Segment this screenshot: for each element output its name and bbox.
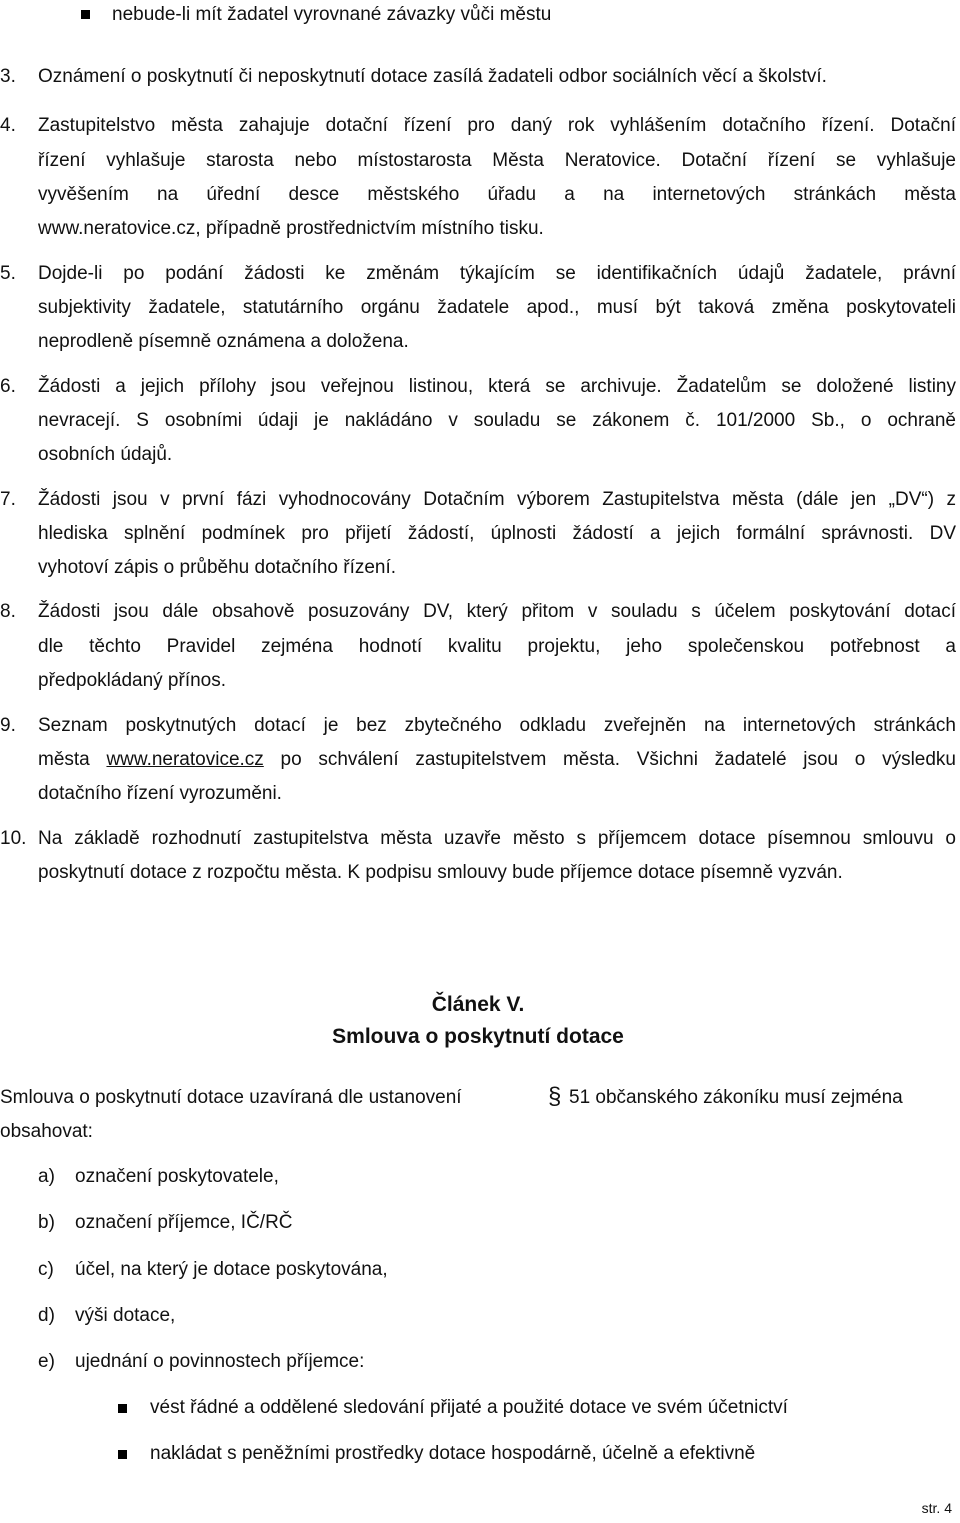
list-letter: b) [38, 1212, 55, 1233]
item-6-line: osobních údajů. [38, 444, 173, 465]
item-8-line: předpokládaný přínos. [38, 670, 227, 691]
item-number: 7. [0, 489, 16, 510]
section-sign: § [548, 1083, 562, 1110]
item-9-text: po schválení zastupitelstvem města. Všichni žadatelé jsou o výsledku [263, 749, 956, 770]
item-5-line: neprodleně písemně oznámena a doložena. [38, 331, 409, 352]
item-7-line: vyhotoví zápis o průběhu dotačního řízení. [38, 557, 397, 578]
item-5-line: subjektivity žadatele, statutárního orgánu žadatele apod., musí být taková změna poskytovateli [38, 297, 956, 318]
item-4-line: www.neratovice.cz, případně prostřednictvím místního tisku. [38, 218, 544, 239]
item-8-line: Žádosti jsou dále obsahově posuzovány DV, který přitom v souladu s účelem poskytování dotací [38, 601, 956, 622]
list-letter: c) [38, 1259, 54, 1280]
item-6-line: nevracejí. S osobními údaji je nakládáno v souladu se zákonem č. 101/2000 Sb., o ochraně [38, 410, 956, 431]
item-9-line [38, 749, 956, 771]
bullet-text: nebude-li mít žadatel vyrovnané závazky vůči městu [112, 4, 552, 25]
item-9-line: dotačního řízení vyrozuměni. [38, 783, 282, 804]
item-3-line: Oznámení o poskytnutí či neposkytnutí dotace zasílá žadateli odbor sociálních věcí a školství. [38, 66, 827, 87]
bullet-marker [118, 1450, 127, 1459]
website-link[interactable]: www.neratovice.cz [106, 749, 264, 770]
item-10-line: Na základě rozhodnutí zastupitelstva města uzavře město s příjemcem dotace písemnou smlouvu o [38, 828, 956, 849]
list-letter: e) [38, 1351, 55, 1372]
item-number: 5. [0, 263, 16, 284]
item-5-line: Dojde-li po podání žádosti ke změnám týkajícím se identifikačních údajů žadatele, právní [38, 263, 956, 284]
item-9-line: Seznam poskytnutých dotací je bez zbytečného odkladu zveřejněn na internetových stránkách [38, 715, 956, 736]
sub-bullet-text: vést řádné a oddělené sledování přijaté a použité dotace ve svém účetnictví [150, 1397, 788, 1418]
article-title: Smlouva o poskytnutí dotace [332, 1025, 624, 1048]
bullet-marker [81, 10, 90, 19]
intro-text: obsahovat: [0, 1121, 93, 1142]
item-number: 4. [0, 115, 16, 136]
list-item: účel, na který je dotace poskytována, [75, 1259, 388, 1280]
item-4-line: vyvěšením na úřední desce městského úřadu a na internetových stránkách města [38, 184, 956, 205]
item-8-line: dle těchto Pravidel zejména hodnotí kvalitu projektu, jeho společenskou potřebnost a [38, 636, 956, 657]
item-number: 10. [0, 828, 27, 849]
list-item: označení poskytovatele, [75, 1166, 279, 1187]
sub-bullet-text: nakládat s peněžními prostředky dotace hospodárně, účelně a efektivně [150, 1443, 756, 1464]
list-letter: a) [38, 1166, 55, 1187]
page-number: str. 4 [921, 1500, 952, 1516]
list-item: výši dotace, [75, 1305, 176, 1326]
item-number: 9. [0, 715, 16, 736]
item-number: 6. [0, 376, 16, 397]
item-7-line: hlediska splnění podmínek pro přijetí žádostí, úplnosti žádostí a jejich formální správnosti. DV [38, 523, 956, 544]
intro-text: Smlouva o poskytnutí dotace uzavíraná dle ustanovení [0, 1087, 462, 1108]
item-number: 3. [0, 66, 16, 87]
item-number: 8. [0, 601, 16, 622]
item-4-line: řízení vyhlašuje starosta nebo místostarosta Města Neratovice. Dotační řízení se vyhlašuje [38, 150, 956, 171]
item-6-line: Žádosti a jejich přílohy jsou veřejnou listinou, která se archivuje. Žadatelům se doložené listiny [38, 376, 956, 397]
intro-text: 51 občanského zákoníku musí zejména [569, 1087, 903, 1108]
list-item: ujednání o povinnostech příjemce: [75, 1351, 365, 1372]
item-9-text: města [38, 749, 107, 770]
item-10-line: poskytnutí dotace z rozpočtu města. K podpisu smlouvy bude příjemce dotace písemně vyzván. [38, 862, 843, 883]
list-item: označení příjemce, IČ/RČ [75, 1212, 293, 1233]
item-7-line: Žádosti jsou v první fázi vyhodnocovány Dotačním výborem Zastupitelstva města (dále jen „DV“) z [38, 489, 956, 510]
item-4-line: Zastupitelstvo města zahajuje dotační řízení pro daný rok vyhlášením dotačního řízení. Dotační [38, 115, 956, 136]
list-letter: d) [38, 1305, 55, 1326]
article-heading: Článek V. [431, 993, 525, 1016]
bullet-marker [118, 1404, 127, 1413]
